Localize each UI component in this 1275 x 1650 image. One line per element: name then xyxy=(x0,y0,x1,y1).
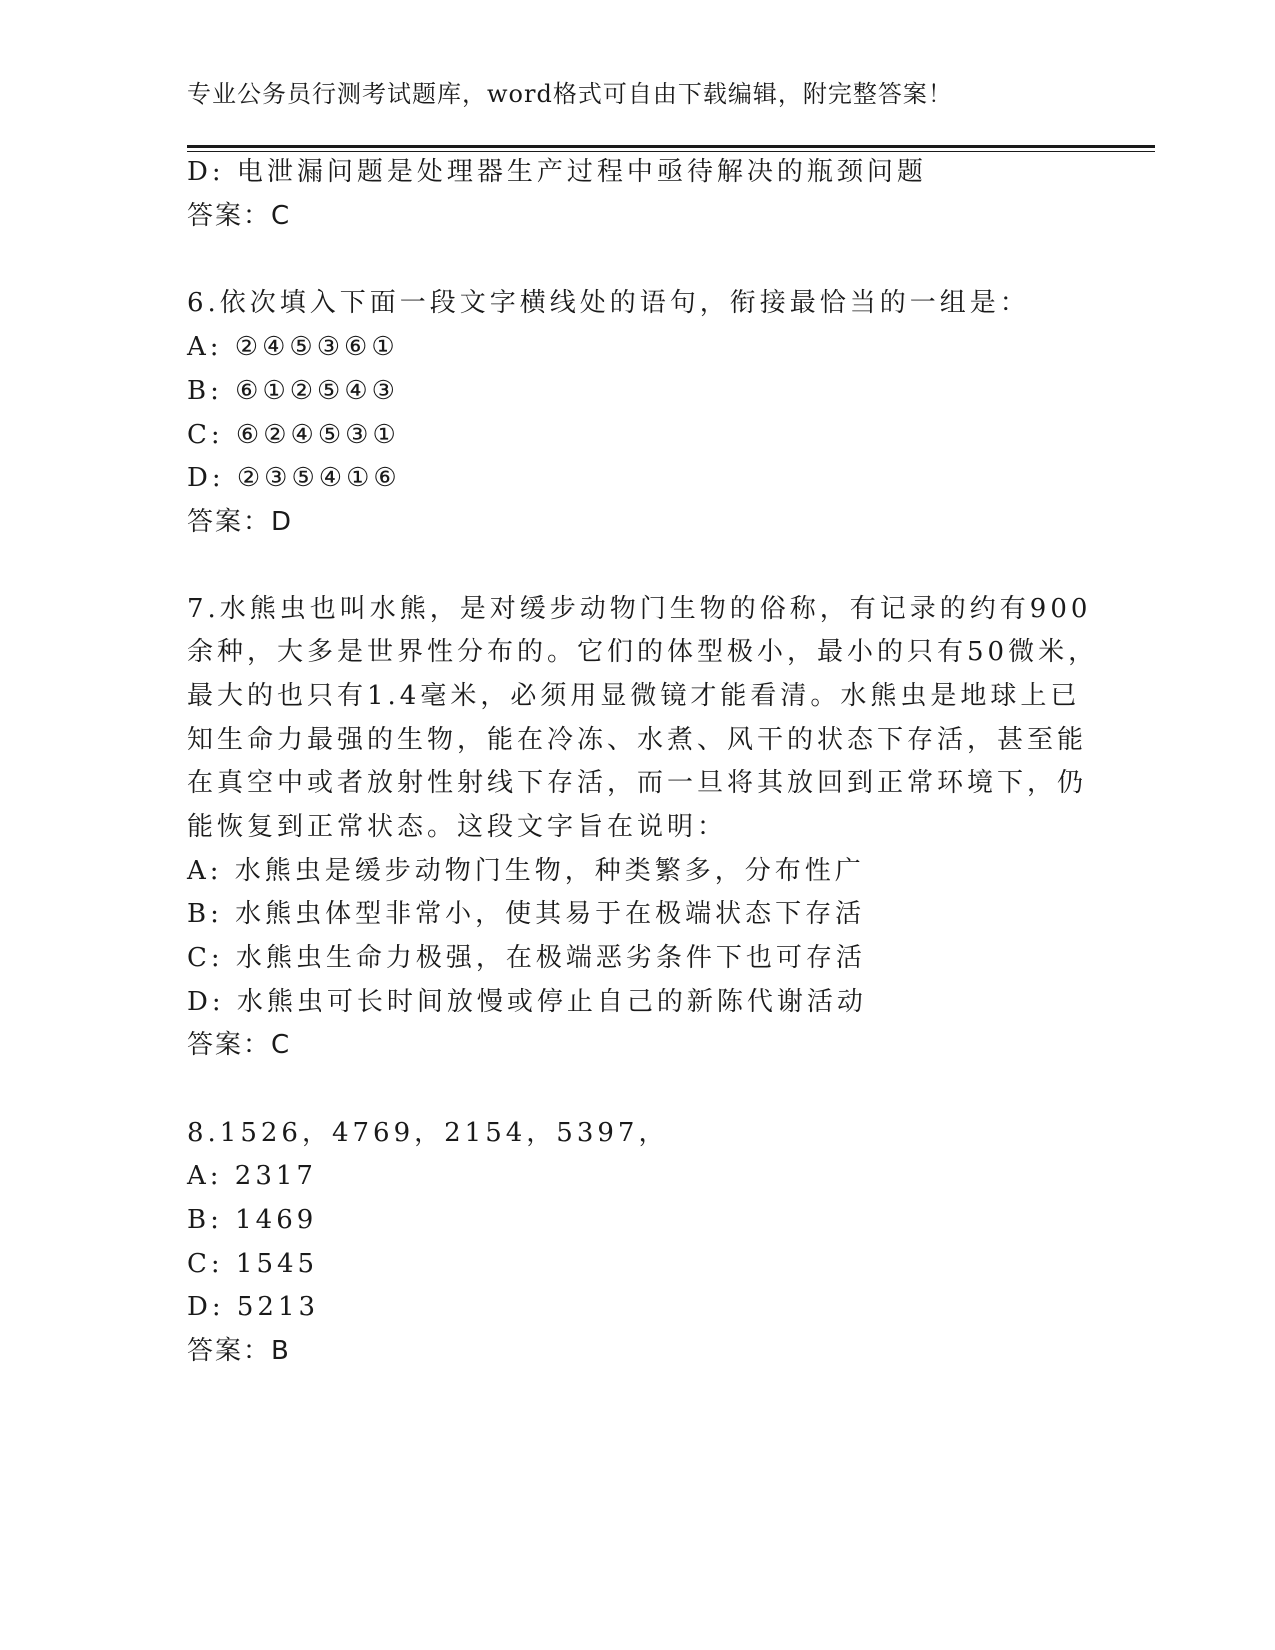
q7-option-a: A: 水熊虫是缓步动物门生物，种类繁多，分布性广 xyxy=(187,856,865,886)
q7-stem-line: 最大的也只有1.4毫米，必须用显微镜才能看清。水熊虫是地球上已 xyxy=(187,681,1081,711)
q7-stem-line: 知生命力最强的生物，能在冷冻、水煮、风干的状态下存活，甚至能 xyxy=(187,725,1088,755)
q7-answer: 答案：C xyxy=(187,1030,292,1060)
q7-option-c: C: 水熊虫生命力极强，在极端恶劣条件下也可存活 xyxy=(187,943,866,973)
q6-option-a: A: ②④⑤③⑥① xyxy=(187,332,399,362)
q7-stem-line: 7.水熊虫也叫水熊，是对缓步动物门生物的俗称，有记录的约有900 xyxy=(187,594,1092,624)
q6-option-c: C: ⑥②④⑤③① xyxy=(187,420,400,450)
q8-option-c: C: 1545 xyxy=(187,1249,319,1279)
q7-stem-line: 余种，大多是世界性分布的。它们的体型极小，最小的只有50微米， xyxy=(187,637,1099,667)
header-rule-thick xyxy=(187,145,1155,148)
q6-option-d: D: ②③⑤④①⑥ xyxy=(187,463,401,493)
q7-stem-line: 在真空中或者放射性射线下存活，而一旦将其放回到正常环境下，仍 xyxy=(187,768,1088,798)
q6-stem: 6.依次填入下面一段文字横线处的语句，衔接最恰当的一组是： xyxy=(187,288,1030,318)
q5-option-d: D: 电泄漏问题是处理器生产过程中亟待解决的瓶颈问题 xyxy=(187,157,927,187)
q7-stem-line: 能恢复到正常状态。这段文字旨在说明： xyxy=(187,812,728,842)
q7-option-b: B: 水熊虫体型非常小，使其易于在极端状态下存活 xyxy=(187,899,866,929)
q8-option-d: D: 5213 xyxy=(187,1292,320,1322)
q8-stem: 8.1526，4769，2154，5397， xyxy=(187,1118,669,1148)
header-rule-thin xyxy=(187,151,1155,152)
q8-option-a: A: 2317 xyxy=(187,1161,317,1191)
q5-answer: 答案：C xyxy=(187,201,292,231)
q6-option-b: B: ⑥①②⑤④③ xyxy=(187,376,399,406)
q8-answer: 答案：B xyxy=(187,1336,291,1366)
q7-option-d: D: 水熊虫可长时间放慢或停止自己的新陈代谢活动 xyxy=(187,987,867,1017)
q6-answer: 答案：D xyxy=(187,507,294,537)
q8-option-b: B: 1469 xyxy=(187,1205,318,1235)
page-header: 专业公务员行测考试题库，word格式可自由下载编辑，附完整答案！ xyxy=(187,80,953,108)
